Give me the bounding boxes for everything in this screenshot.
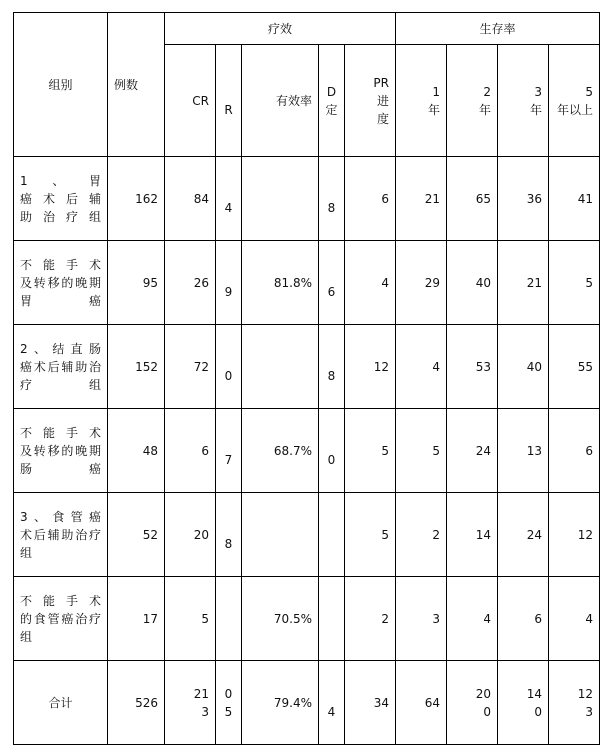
- row-year-1: 3: [396, 577, 447, 661]
- row-year-5plus: 12 3: [549, 661, 600, 745]
- row-year-2: 20 0: [447, 661, 498, 745]
- row-d: 8: [319, 157, 345, 241]
- row-year-2: 14: [447, 493, 498, 577]
- row-year-2: 24: [447, 409, 498, 493]
- row-count: 152: [108, 325, 165, 409]
- row-cr: 5: [165, 577, 216, 661]
- row-count: 95: [108, 241, 165, 325]
- row-rate: 70.5%: [242, 577, 319, 661]
- row-count: 52: [108, 493, 165, 577]
- row-cr: 21 3: [165, 661, 216, 745]
- row-cr: 20: [165, 493, 216, 577]
- table-row-total: [14, 661, 600, 745]
- header-row-1: [14, 13, 600, 45]
- header-d: D 定: [319, 45, 345, 157]
- table-row: [14, 241, 600, 325]
- row-pr: 5: [345, 493, 396, 577]
- row-year-2: 53: [447, 325, 498, 409]
- row-r: 0: [216, 325, 242, 409]
- row-d: 6: [319, 241, 345, 325]
- header-survival: 生存率: [396, 13, 600, 45]
- row-pr: 5: [345, 409, 396, 493]
- row-r: [216, 577, 242, 661]
- row-group: 不能手术 的食管癌治疗 组: [14, 577, 108, 661]
- row-year-1: 21: [396, 157, 447, 241]
- row-year-5plus: 41: [549, 157, 600, 241]
- efficacy-survival-table: [13, 12, 600, 745]
- row-d: 8: [319, 325, 345, 409]
- row-rate: 68.7%: [242, 409, 319, 493]
- header-count: 例数: [108, 13, 165, 157]
- row-year-2: 4: [447, 577, 498, 661]
- row-group: 不能手术 及转移的晚期 胃癌: [14, 241, 108, 325]
- row-year-5plus: 4: [549, 577, 600, 661]
- row-year-1: 5: [396, 409, 447, 493]
- row-year-5plus: 5: [549, 241, 600, 325]
- row-year-2: 40: [447, 241, 498, 325]
- row-cr: 6: [165, 409, 216, 493]
- row-rate: 79.4%: [242, 661, 319, 745]
- table-row: [14, 157, 600, 241]
- table-row: [14, 577, 600, 661]
- row-pr: 4: [345, 241, 396, 325]
- row-d: [319, 493, 345, 577]
- header-year-3: 3 年: [498, 45, 549, 157]
- row-d: 4: [319, 661, 345, 745]
- row-year-3: 13: [498, 409, 549, 493]
- row-pr: 34: [345, 661, 396, 745]
- header-r: R: [216, 45, 242, 157]
- row-count: 17: [108, 577, 165, 661]
- row-year-1: 4: [396, 325, 447, 409]
- row-r: 9: [216, 241, 242, 325]
- row-year-5plus: 6: [549, 409, 600, 493]
- row-pr: 12: [345, 325, 396, 409]
- row-year-1: 29: [396, 241, 447, 325]
- row-cr: 26: [165, 241, 216, 325]
- table-row: [14, 325, 600, 409]
- row-year-5plus: 55: [549, 325, 600, 409]
- row-r: 7: [216, 409, 242, 493]
- header-cr: CR: [165, 45, 216, 157]
- header-effective-rate: 有效率: [242, 45, 319, 157]
- row-year-3: 6: [498, 577, 549, 661]
- row-group: 合计: [14, 661, 108, 745]
- row-cr: 72: [165, 325, 216, 409]
- row-cr: 84: [165, 157, 216, 241]
- row-year-2: 65: [447, 157, 498, 241]
- row-r: 4: [216, 157, 242, 241]
- row-rate: [242, 325, 319, 409]
- row-r: 8: [216, 493, 242, 577]
- row-group: 不能手术 及转移的晚期 肠癌: [14, 409, 108, 493]
- row-group: 2、结直肠 癌术后辅助治 疗组: [14, 325, 108, 409]
- row-pr: 6: [345, 157, 396, 241]
- row-year-3: 40: [498, 325, 549, 409]
- row-year-1: 2: [396, 493, 447, 577]
- row-rate: [242, 493, 319, 577]
- header-year-1: 1 年: [396, 45, 447, 157]
- header-group: 组别: [14, 13, 108, 157]
- row-pr: 2: [345, 577, 396, 661]
- row-count: 526: [108, 661, 165, 745]
- row-count: 162: [108, 157, 165, 241]
- row-year-5plus: 12: [549, 493, 600, 577]
- table-row: [14, 493, 600, 577]
- row-group: 3、食管癌 术后辅助治疗 组: [14, 493, 108, 577]
- row-year-3: 14 0: [498, 661, 549, 745]
- row-d: [319, 577, 345, 661]
- row-rate: [242, 157, 319, 241]
- table-row: [14, 409, 600, 493]
- row-group: 1、胃 癌术后辅 助治疗组: [14, 157, 108, 241]
- header-year-5plus: 5 年以上: [549, 45, 600, 157]
- row-year-3: 21: [498, 241, 549, 325]
- row-year-1: 64: [396, 661, 447, 745]
- row-r: 0 5: [216, 661, 242, 745]
- header-pr: PR 进 度: [345, 45, 396, 157]
- row-rate: 81.8%: [242, 241, 319, 325]
- row-count: 48: [108, 409, 165, 493]
- header-efficacy: 疗效: [165, 13, 396, 45]
- row-d: 0: [319, 409, 345, 493]
- row-year-3: 36: [498, 157, 549, 241]
- header-year-2: 2 年: [447, 45, 498, 157]
- row-year-3: 24: [498, 493, 549, 577]
